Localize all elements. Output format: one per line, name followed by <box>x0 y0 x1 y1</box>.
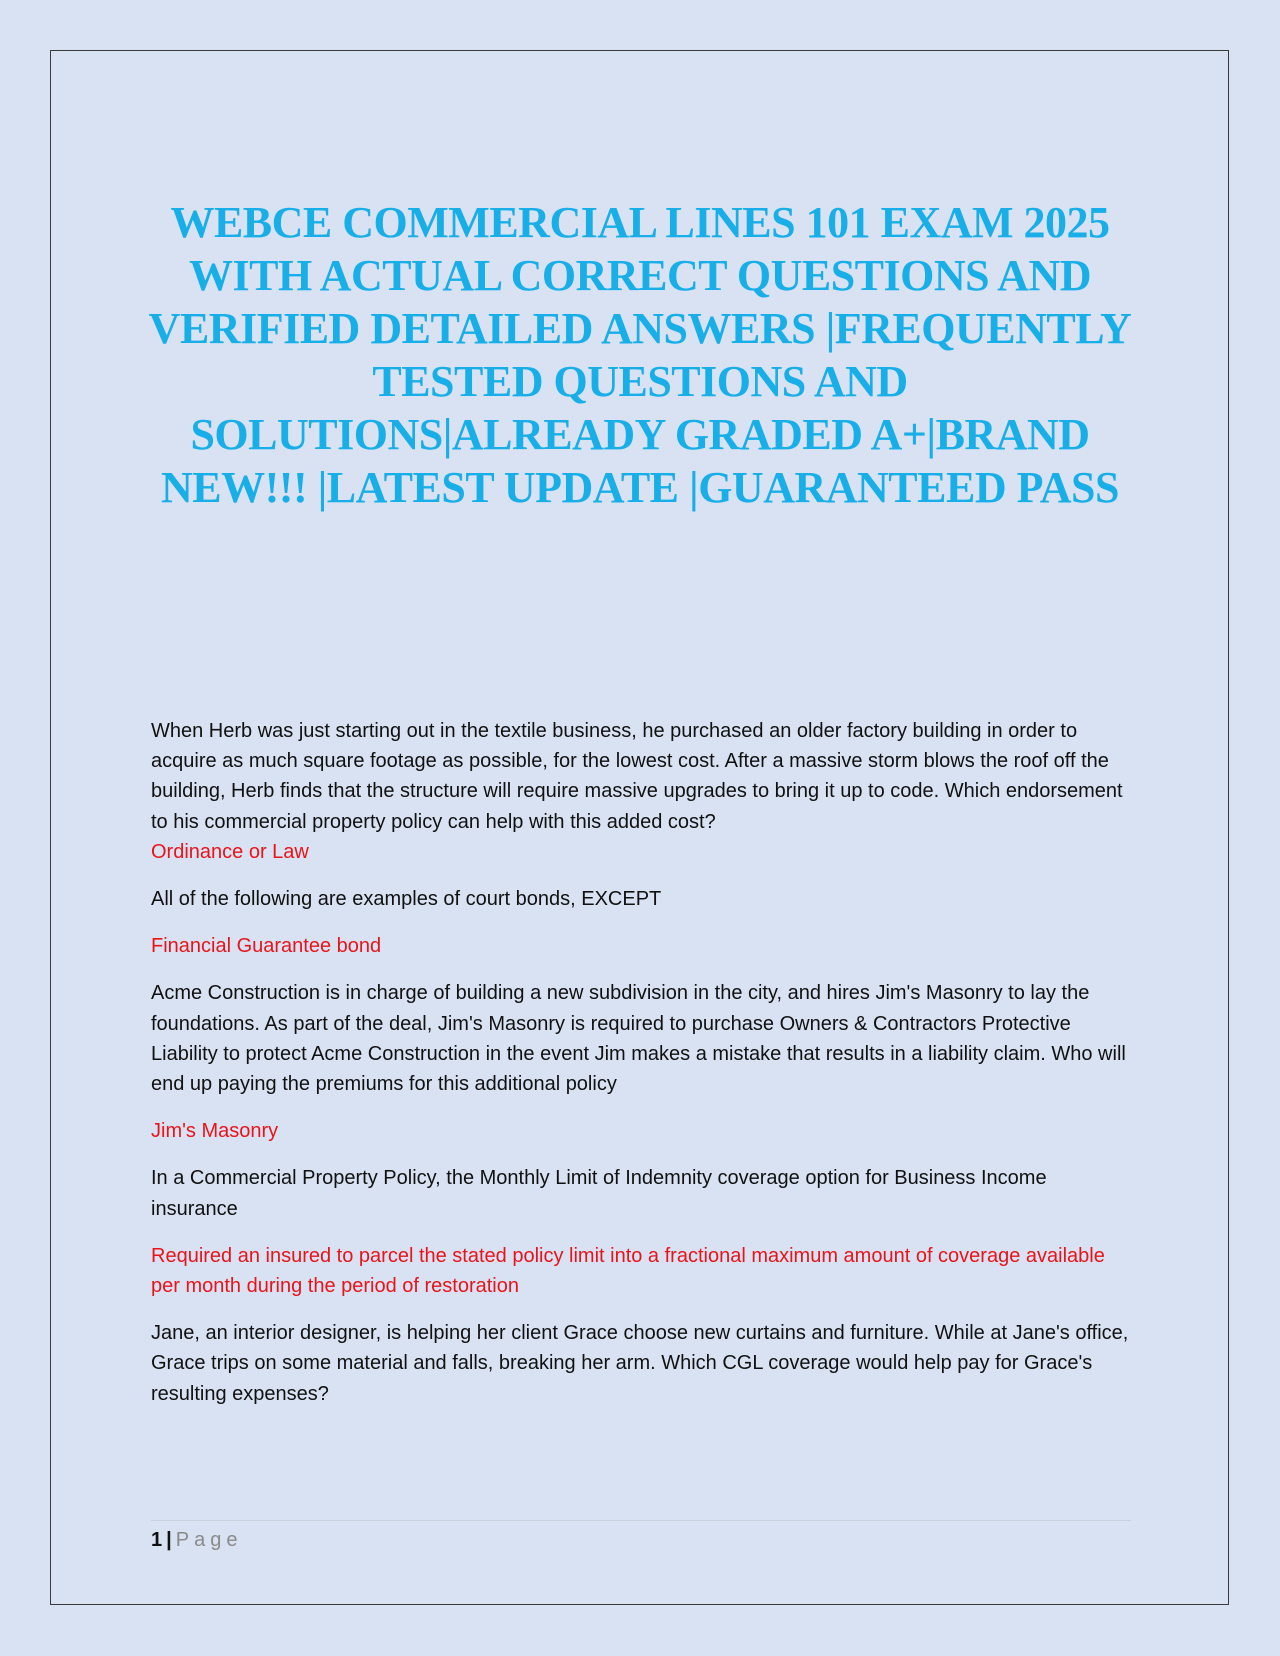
answer-4: Required an insured to parcel the stated policy limit into a fractional maximum amount of coverage available per month during the period of restoration <box>151 1244 1105 1298</box>
question-3: Acme Construction is in charge of building a new subdivision in the city, and hires Jim's Masonry to lay the foundations. As part of the deal, Jim's Masonry is required to purchase Owners & Contractors Protective Liability to protect Acme Construction in the event Jim makes a mistake that results in a liability claim. Who will end up paying the premiums for this additional policy <box>151 982 1126 1096</box>
page-footer <box>151 1520 1131 1555</box>
question-5: Jane, an interior designer, is helping her client Grace choose new curtains and furniture. While at Jane's office, Grace trips on some material and falls, breaking her arm. Which CGL coverage would help pay for Grace's resulting expenses? <box>151 1322 1129 1405</box>
page-label: Page <box>175 1529 243 1551</box>
footer-separator: | <box>166 1529 172 1551</box>
qa-content <box>151 716 1136 1409</box>
answer-2: Financial Guarantee bond <box>151 935 382 958</box>
page-number: 1 <box>151 1529 163 1551</box>
document-title: WEBCE COMMERCIAL LINES 101 EXAM 2025 WITH ACTUAL CORRECT QUESTIONS AND VERIFIED DETAILED ANSWERS |FREQUENTLY TESTED QUESTIONS AND SOLUTIONS|ALREADY GRADED A+|BRAND NEW!!! |LATEST UPDATE |GUARANTEED PASS <box>148 198 1132 512</box>
question-4: In a Commercial Property Policy, the Monthly Limit of Indemnity coverage option for Business Income insurance <box>151 1167 1047 1220</box>
answer-3: Jim's Masonry <box>151 1120 279 1143</box>
answer-1: Ordinance or Law <box>151 840 309 863</box>
question-2: All of the following are examples of court bonds, EXCEPT <box>151 888 662 911</box>
question-1: When Herb was just starting out in the textile business, he purchased an older factory building in order to acquire as much square footage as possible, for the lowest cost. After a massive storm blows the roof off the building, Herb finds that the structure will require massive upgrades to bring it up to code. Which endorsement to his commercial property policy can help with this added cost? <box>151 720 1123 833</box>
